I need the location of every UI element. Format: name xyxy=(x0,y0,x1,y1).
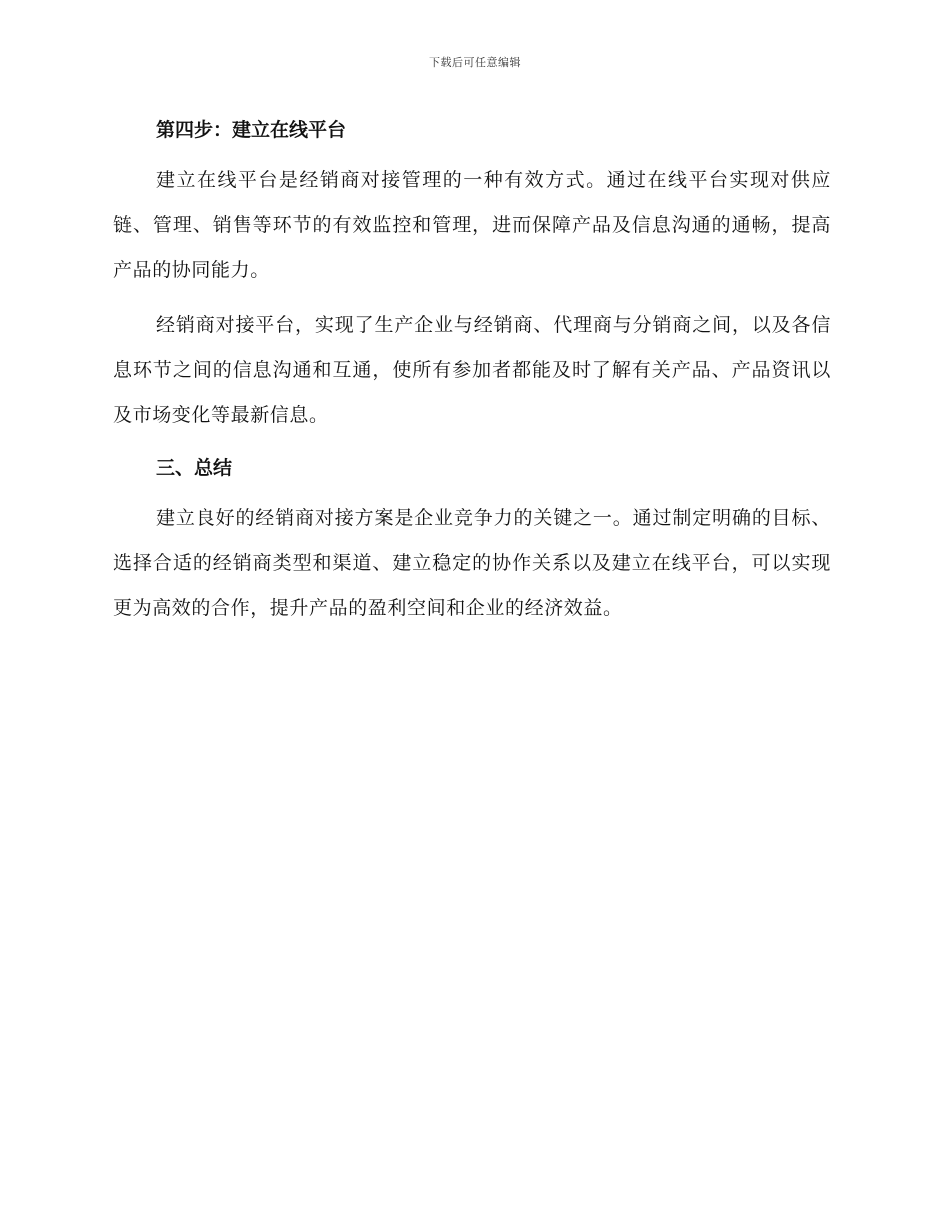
paragraph-online-platform: 建立在线平台是经销商对接管理的一种有效方式。通过在线平台实现对供应链、管理、销售等环节的有效监控和管理，进而保障产品及信息沟通的通畅，提高产品的协同能力。 xyxy=(113,169,831,281)
page-header: 下载后可任意编辑 xyxy=(429,56,521,69)
document-body xyxy=(113,110,831,641)
section-heading-step-four: 第四步：建立在线平台 xyxy=(156,119,347,141)
paragraph-summary: 建立良好的经销商对接方案是企业竞争力的关键之一。通过制定明确的目标、选择合适的经销商类型和渠道、建立稳定的协作关系以及建立在线平台，可以实现更为高效的合作，提升产品的盈利空间和企业的经济效益。 xyxy=(113,507,831,619)
paragraph-dealer-platform: 经销商对接平台，实现了生产企业与经销商、代理商与分销商之间，以及各信息环节之间的信息沟通和互通，使所有参加者都能及时了解有关产品、产品资讯以及市场变化等最新信息。 xyxy=(113,314,831,426)
section-heading-summary: 三、总结 xyxy=(156,457,233,479)
